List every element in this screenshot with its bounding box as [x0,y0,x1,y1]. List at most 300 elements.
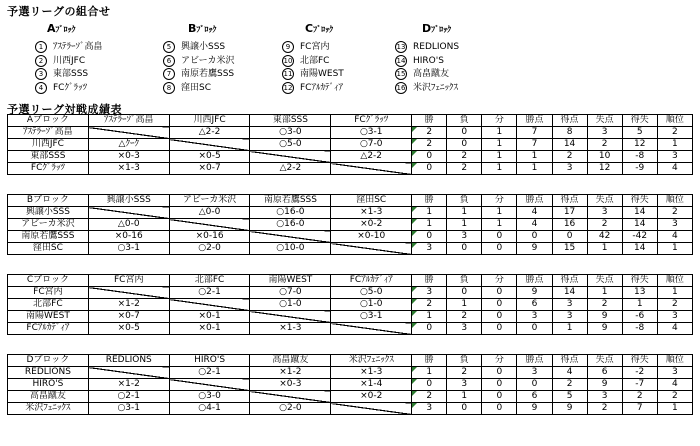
stat-header: 勝点 [517,355,552,367]
stat-header: 分 [482,355,517,367]
team-name-cell: FCｱﾙｶﾃﾞｨｱ [8,323,89,335]
stat-cell: 2 [447,311,482,323]
stat-cell: 3 [587,207,622,219]
match-result-cell: ○16-0 [250,219,331,231]
stat-cell: 16 [552,219,587,231]
match-result-cell: ×0-2 [331,219,412,231]
match-result-cell: ×0-3 [88,151,169,163]
stat-cell: 12 [587,163,622,175]
stat-cell: 9 [517,243,552,255]
team-number: 7 [163,68,175,80]
team-entry [282,55,329,67]
match-result-cell: ○7-0 [331,139,412,151]
stat-cell: 0 [447,403,482,415]
team-entry [35,41,103,53]
block-suffix: ﾌﾞﾛｯｸ [431,25,452,34]
stat-cell: 14 [622,207,657,219]
team-name: 米沢ﾌｪﾆｯｸｽ [413,83,459,93]
team-name: 南陽WEST [300,69,344,79]
opponent-header: 高畠蹴友 [250,355,331,367]
team-number: 2 [35,55,47,67]
stat-header: 分 [482,195,517,207]
stat-cell: 0 [447,127,482,139]
self-match-cell [331,403,412,415]
team-name: アビーカ米沢 [181,56,235,66]
match-result-cell: △2-2 [250,163,331,175]
table-row [8,231,693,243]
match-result-cell: ×0-16 [88,231,169,243]
stat-cell: 9 [552,403,587,415]
stat-header: 得点 [552,355,587,367]
team-number: 10 [283,57,293,65]
team-entry [395,82,458,94]
stat-cell: 14 [622,243,657,255]
block-header-b [188,22,216,35]
self-match-cell [88,207,169,219]
stat-header: 順位 [657,275,692,287]
stat-cell: 3 [447,379,482,391]
team-number: 5 [163,41,175,53]
stat-header: 得点 [552,275,587,287]
stat-cell: 0 [482,299,517,311]
stat-cell: 3 [657,151,692,163]
team-number: 11 [283,70,293,78]
team-name-cell: 米沢ﾌｪﾆｯｸｽ [8,403,89,415]
block-label-cell: Bブロック [8,195,89,207]
match-result-cell: △2-2 [169,127,250,139]
block-letter: B [188,22,197,35]
block-letter: A [47,22,56,35]
table-row [8,127,693,139]
self-match-cell [88,367,169,379]
team-entry [395,41,459,53]
match-result-cell: △2-2 [331,151,412,163]
opponent-header: 北部FC [169,275,250,287]
self-match-cell [331,243,412,255]
stat-cell: 4 [517,219,552,231]
stat-cell: 1 [587,243,622,255]
match-result-cell: ×1-2 [88,379,169,391]
stat-cell: 4 [657,163,692,175]
block-suffix: ﾌﾞﾛｯｸ [313,25,334,34]
stat-cell: 3 [587,127,622,139]
stat-cell: 0 [412,151,447,163]
stat-header: 順位 [657,195,692,207]
stat-cell: 1 [447,391,482,403]
stat-header: 得失 [622,275,657,287]
stat-cell: 1 [447,207,482,219]
stat-cell: 0 [482,367,517,379]
self-match-cell [169,219,250,231]
page-title: 予選リーグの組合せ [7,5,111,18]
stat-cell: 2 [412,139,447,151]
stat-cell: 2 [622,391,657,403]
stat-cell: 0 [482,323,517,335]
results-table [7,114,693,175]
stat-cell: 2 [447,367,482,379]
stat-cell: 17 [552,207,587,219]
team-number: 8 [163,82,175,94]
stat-cell: 2 [587,219,622,231]
stat-header: 得失 [622,115,657,127]
stat-cell: 3 [412,403,447,415]
stat-cell: 6 [517,299,552,311]
team-name-cell: 南原若鷹SSS [8,231,89,243]
stat-cell: 1 [622,299,657,311]
opponent-header: 南原若鷹SSS [250,195,331,207]
opponent-header: ｱｽﾃﾗｰｿﾞ高畠 [88,115,169,127]
match-result-cell: ○3-1 [88,243,169,255]
stat-cell: 2 [587,403,622,415]
match-result-cell: ×0-7 [169,163,250,175]
match-result-cell: ○2-0 [250,403,331,415]
match-result-cell: ○5-0 [331,287,412,299]
block-header-a [47,22,76,35]
stat-header: 勝 [412,275,447,287]
stat-cell: 1 [657,243,692,255]
stat-cell: 3 [552,163,587,175]
stat-cell: 0 [482,379,517,391]
stat-header: 負 [447,195,482,207]
block-suffix: ﾌﾞﾛｯｸ [55,25,76,34]
opponent-header: FC宮内 [88,275,169,287]
stat-cell: 2 [552,151,587,163]
stat-cell: 0 [517,379,552,391]
team-entry [282,41,329,53]
team-name: 高畠蹴友 [413,69,450,79]
team-number: 13 [396,43,406,51]
stat-cell: 10 [587,151,622,163]
table-row [8,163,693,175]
stat-header: 失点 [587,195,622,207]
stat-header: 失点 [587,275,622,287]
stat-cell: 0 [482,311,517,323]
self-match-cell [169,299,250,311]
stat-cell: 0 [447,139,482,151]
block-suffix: ﾌﾞﾛｯｸ [196,25,217,34]
team-name-cell: 東部SSS [8,151,89,163]
self-match-cell [331,163,412,175]
stat-header: 分 [482,115,517,127]
stat-cell: 2 [657,299,692,311]
stat-cell: 3 [657,219,692,231]
self-match-cell [169,139,250,151]
team-number: 3 [35,68,47,80]
stat-cell: 5 [552,391,587,403]
stat-cell: 7 [517,127,552,139]
stat-header: 順位 [657,115,692,127]
stat-cell: 1 [552,323,587,335]
opponent-header: HIRO'S [169,355,250,367]
match-result-cell: ○2-1 [169,367,250,379]
opponent-header: 東部SSS [250,115,331,127]
team-name-cell: 北部FC [8,299,89,311]
match-result-cell: ○10-0 [250,243,331,255]
stat-cell: 2 [552,379,587,391]
table-row [8,151,693,163]
stat-cell: 3 [657,311,692,323]
stat-header: 得点 [552,115,587,127]
stat-cell: 1 [657,403,692,415]
block-label-cell: Dブロック [8,355,89,367]
self-match-cell [250,151,331,163]
stat-cell: -9 [622,163,657,175]
opponent-header: 窪田SC [331,195,412,207]
stat-cell: 1 [657,139,692,151]
team-number: 14 [396,57,406,65]
team-name: FCｱﾙｶﾃﾞｨｱ [300,83,343,93]
stat-cell: 1 [412,207,447,219]
stat-cell: 2 [657,207,692,219]
stat-cell: 0 [412,163,447,175]
stat-cell: 12 [622,139,657,151]
stat-cell: 0 [552,231,587,243]
self-match-cell [250,391,331,403]
team-name: 南原若鷹SSS [181,69,235,79]
team-entry [282,82,343,94]
stat-header: 得点 [552,195,587,207]
match-result-cell: ×0-16 [169,231,250,243]
stat-header: 勝 [412,115,447,127]
team-number: 12 [283,84,293,92]
match-result-cell: ×0-10 [331,231,412,243]
team-name-cell: FCｸﾞﾗｯﾂ [8,163,89,175]
match-result-cell: △0-0 [88,219,169,231]
stat-cell: 2 [657,391,692,403]
stat-cell: 1 [412,219,447,231]
stat-cell: -6 [622,311,657,323]
team-number: 1 [35,41,47,53]
stat-cell: 0 [482,287,517,299]
match-result-cell: ×0-7 [88,311,169,323]
block-header-d [422,22,451,35]
stat-cell: 1 [412,311,447,323]
table-row [8,311,693,323]
stat-cell: 7 [622,403,657,415]
stat-cell: 14 [552,139,587,151]
stat-cell: 9 [587,311,622,323]
stat-cell: 6 [587,367,622,379]
stat-cell: 2 [447,163,482,175]
team-entry [163,82,211,94]
match-result-cell: ×1-2 [88,299,169,311]
stat-cell: 0 [517,323,552,335]
stat-cell: 2 [657,127,692,139]
opponent-header: アビーカ米沢 [169,195,250,207]
stat-cell: 1 [482,163,517,175]
stat-header: 負 [447,275,482,287]
stat-cell: 9 [587,379,622,391]
block-label-cell: Cブロック [8,275,89,287]
stat-cell: -7 [622,379,657,391]
stat-cell: 13 [622,287,657,299]
match-result-cell: ○1-0 [331,299,412,311]
stat-cell: -2 [622,367,657,379]
stat-cell: 3 [517,311,552,323]
stat-cell: 1 [482,207,517,219]
match-result-cell: ×0-5 [169,151,250,163]
stat-cell: 4 [657,379,692,391]
stat-cell: 0 [412,379,447,391]
self-match-cell [331,323,412,335]
stat-header: 勝 [412,195,447,207]
stat-cell: 1 [482,151,517,163]
stat-cell: 0 [517,231,552,243]
block-header-c [305,22,333,35]
team-name: FC宮内 [300,42,330,52]
stat-cell: 4 [552,367,587,379]
opponent-header: 米沢ﾌｪﾆｯｸｽ [331,355,412,367]
match-result-cell: ○16-0 [250,207,331,219]
stat-cell: 0 [482,403,517,415]
team-entry [163,68,234,80]
team-name: 川西JFC [53,56,86,66]
opponent-header: REDLIONS [88,355,169,367]
match-result-cell: ○3-1 [331,127,412,139]
stat-cell: 1 [447,219,482,231]
opponent-header: 興譲小SSS [88,195,169,207]
team-name: FCｸﾞﾗｯﾂ [53,83,87,93]
team-name-cell: REDLIONS [8,367,89,379]
stat-header: 勝点 [517,275,552,287]
stat-cell: 2 [447,151,482,163]
team-name-cell: 南陽WEST [8,311,89,323]
stat-cell: 1 [447,299,482,311]
table-row [8,379,693,391]
self-match-cell [88,127,169,139]
table-row [8,367,693,379]
table-row [8,403,693,415]
stat-cell: 2 [412,127,447,139]
match-result-cell: ○1-0 [250,299,331,311]
stat-header: 順位 [657,355,692,367]
stat-cell: 9 [517,287,552,299]
block-letter: D [422,22,432,35]
stat-header: 失点 [587,355,622,367]
match-result-cell: ×1-3 [250,323,331,335]
results-table [7,194,693,255]
table-row [8,207,693,219]
stat-cell: 3 [412,287,447,299]
stat-header: 得失 [622,355,657,367]
stat-header: 得失 [622,195,657,207]
stat-cell: 4 [657,323,692,335]
team-name: ｱｽﾃﾗｰｿﾞ高畠 [53,42,103,52]
block-letter: C [305,22,314,35]
team-name-cell: ｱｽﾃﾗｰｿﾞ高畠 [8,127,89,139]
team-name: HIRO'S [413,56,444,66]
team-entry [35,55,85,67]
team-number: 4 [35,82,47,94]
stat-cell: 0 [482,391,517,403]
match-result-cell: ○3-1 [88,403,169,415]
stat-cell: -42 [622,231,657,243]
stat-cell: 1 [412,367,447,379]
opponent-header: FCｱﾙｶﾃﾞｨｱ [331,275,412,287]
stat-cell: 0 [412,231,447,243]
team-entry [395,55,444,67]
results-title: 予選リーグ対戦成績表 [7,103,122,116]
team-name: 東部SSS [53,69,89,79]
match-result-cell: ×1-2 [250,367,331,379]
table-row [8,287,693,299]
stat-cell: 1 [482,139,517,151]
stat-header: 勝点 [517,195,552,207]
stat-cell: 14 [622,219,657,231]
results-table [7,354,693,415]
block-label-cell: Aブロック [8,115,89,127]
stat-cell: 3 [412,243,447,255]
table-row [8,391,693,403]
stat-cell: 0 [482,243,517,255]
stat-header: 失点 [587,115,622,127]
table-row [8,219,693,231]
team-name-cell: 窪田SC [8,243,89,255]
stat-cell: 6 [517,391,552,403]
stat-cell: 0 [412,323,447,335]
stat-cell: 2 [587,299,622,311]
stat-cell: 0 [447,243,482,255]
stat-cell: 0 [482,231,517,243]
match-result-cell: ×0-1 [169,311,250,323]
self-match-cell [169,379,250,391]
stat-cell: 1 [517,163,552,175]
team-name-cell: 高畠蹴友 [8,391,89,403]
stat-cell: 1 [587,287,622,299]
stat-cell: 8 [552,127,587,139]
stat-cell: 9 [517,403,552,415]
table-row [8,243,693,255]
stat-cell: 3 [447,323,482,335]
stat-cell: 2 [412,299,447,311]
opponent-header: FCｸﾞﾗｯﾂ [331,115,412,127]
stat-header: 分 [482,275,517,287]
stat-cell: 42 [587,231,622,243]
team-entry [395,68,449,80]
team-name-cell: 川西JFC [8,139,89,151]
stat-cell: 3 [552,299,587,311]
match-result-cell: ×1-3 [331,207,412,219]
stat-cell: -8 [622,151,657,163]
table-row [8,139,693,151]
match-result-cell: ×1-3 [331,367,412,379]
team-number: 16 [396,84,406,92]
match-result-cell: ×1-3 [88,163,169,175]
team-name-cell: アビーカ米沢 [8,219,89,231]
team-number: 15 [396,70,406,78]
team-entry [282,68,344,80]
match-result-cell: ×1-4 [331,379,412,391]
stat-cell: 4 [517,207,552,219]
match-result-cell: ×0-5 [88,323,169,335]
self-match-cell [88,287,169,299]
stat-cell: 1 [657,287,692,299]
match-result-cell: ○2-0 [169,243,250,255]
team-name-cell: 興譲小SSS [8,207,89,219]
self-match-cell [250,311,331,323]
stat-header: 勝 [412,355,447,367]
match-result-cell: ×0-2 [331,391,412,403]
match-result-cell: ○2-1 [88,391,169,403]
team-entry [163,41,225,53]
match-result-cell: ○7-0 [250,287,331,299]
stat-cell: 3 [552,311,587,323]
self-match-cell [250,231,331,243]
opponent-header: 川西JFC [169,115,250,127]
team-name: 北部FC [300,56,330,66]
match-result-cell: ○3-1 [331,311,412,323]
stat-cell: 5 [622,127,657,139]
